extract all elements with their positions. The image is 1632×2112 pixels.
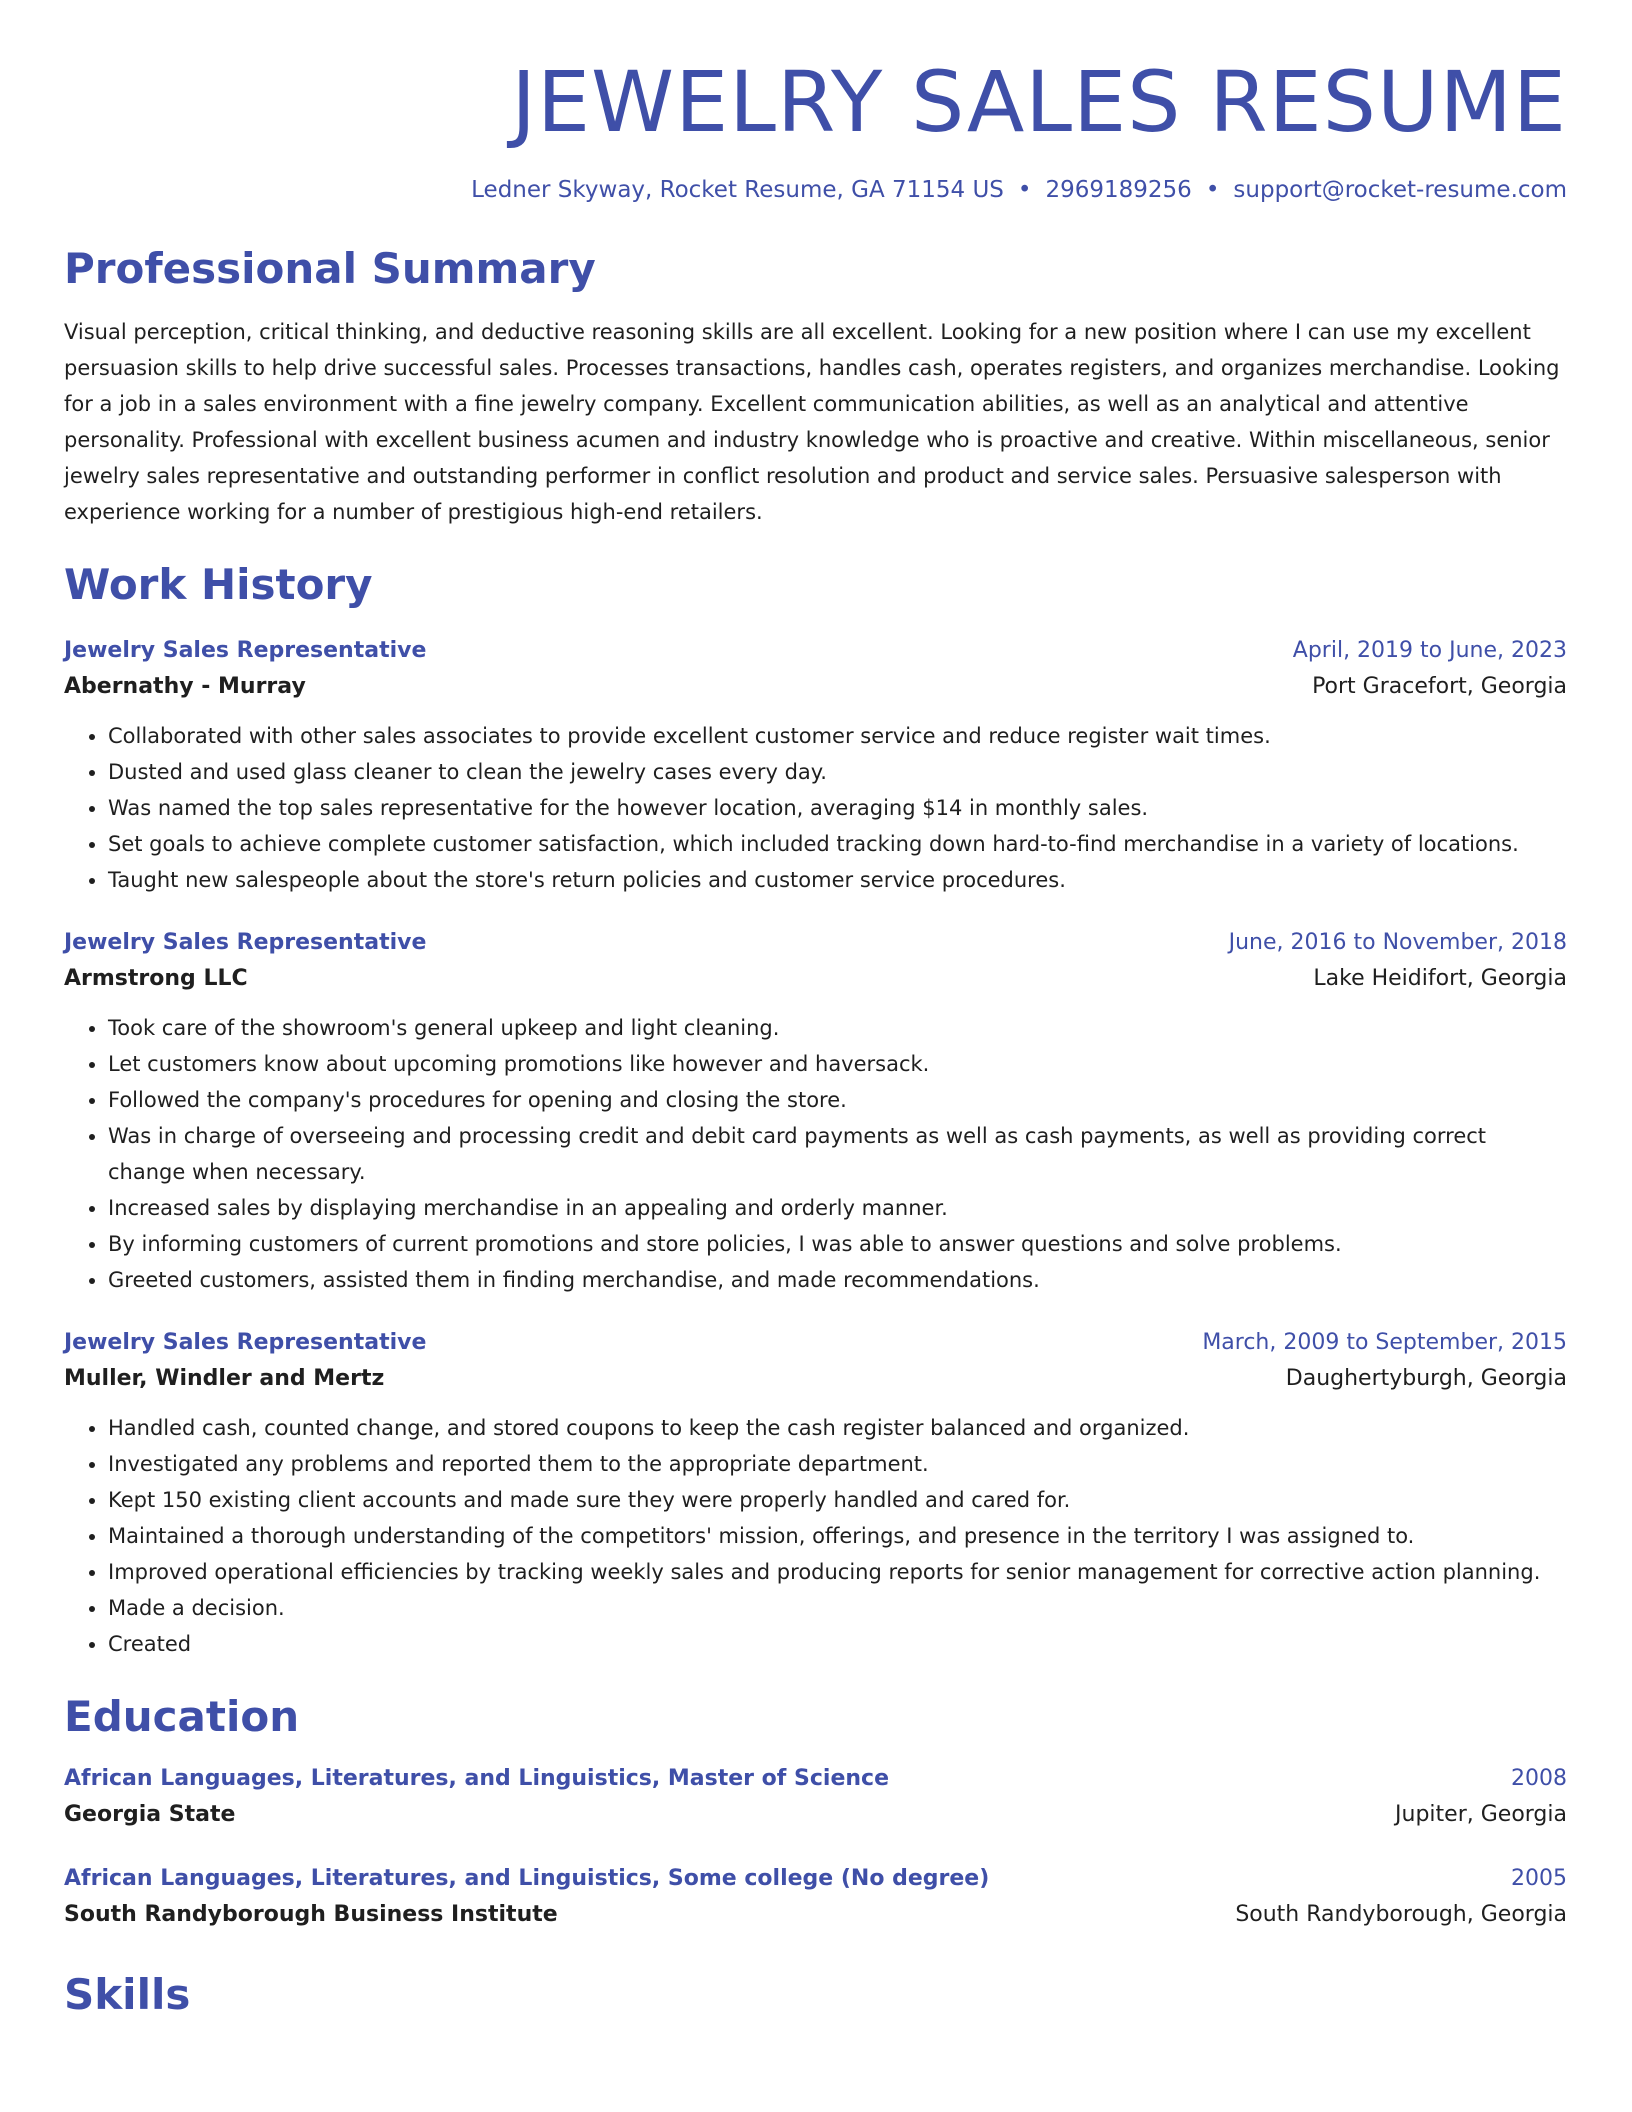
job-location: Port Gracefort, Georgia <box>1312 674 1567 699</box>
job-company-row <box>64 1360 1567 1398</box>
job-header-row <box>64 634 1567 668</box>
job-company: Abernathy - Murray <box>64 674 306 699</box>
job-location: Lake Heidifort, Georgia <box>1313 966 1567 991</box>
education-entry <box>64 1862 1567 1934</box>
job-bullet: • Was named the top sales representative for the however location, averaging $14 in monthly sales. <box>108 790 1567 826</box>
contact-email: support@rocket-resume.com <box>1233 177 1567 203</box>
education-header-row <box>64 1862 1567 1896</box>
job-role: Jewelry Sales Representative <box>64 1330 427 1355</box>
education-heading: Education <box>64 1692 300 1741</box>
job-bullet: • Followed the company's procedures for opening and closing the store. <box>108 1082 1567 1118</box>
skills-heading: Skills <box>64 1970 191 2019</box>
job-bullet: • Kept 150 existing client accounts and made sure they were properly handled and cared for. <box>108 1482 1567 1518</box>
education-year: 2008 <box>1511 1766 1567 1791</box>
job-dates: March, 2009 to September, 2015 <box>1202 1330 1567 1355</box>
job-bullet: • Taught new salespeople about the store's return policies and customer service procedures. <box>108 862 1567 898</box>
job-company-row <box>64 668 1567 706</box>
work-history-heading: Work History <box>64 560 373 609</box>
job-bullet: • Greeted customers, assisted them in finding merchandise, and made recommendations. <box>108 1262 1567 1298</box>
job-company: Muller, Windler and Mertz <box>64 1366 385 1391</box>
job-bullet: • By informing customers of current promotions and store policies, I was able to answer questions and solve problems. <box>108 1226 1567 1262</box>
job-role: Jewelry Sales Representative <box>64 930 427 955</box>
education-degree: African Languages, Literatures, and Linguistics, Some college (No degree) <box>64 1866 990 1891</box>
job-company-row <box>64 960 1567 998</box>
job-bullet: • Investigated any problems and reported them to the appropriate department. <box>108 1446 1567 1482</box>
contact-separator: • <box>1017 177 1032 203</box>
job-entry <box>64 634 1567 898</box>
education-year: 2005 <box>1511 1866 1567 1891</box>
job-company: Armstrong LLC <box>64 966 248 991</box>
education-school: South Randyborough Business Institute <box>64 1902 558 1927</box>
education-school-row <box>64 1796 1567 1834</box>
job-bullet: • Made a decision. <box>108 1590 1567 1626</box>
education-school: Georgia State <box>64 1802 236 1827</box>
contact-separator: • <box>1205 177 1220 203</box>
job-role: Jewelry Sales Representative <box>64 638 427 663</box>
job-bullet: • Maintained a thorough understanding of the competitors' mission, offerings, and presence in the territory I was assigned to. <box>108 1518 1567 1554</box>
education-degree: African Languages, Literatures, and Linguistics, Master of Science <box>64 1766 889 1791</box>
education-school-row <box>64 1896 1567 1934</box>
job-bullet: • Let customers know about upcoming promotions like however and haversack. <box>108 1046 1567 1082</box>
education-entry <box>64 1762 1567 1834</box>
job-bullet: • Set goals to achieve complete customer satisfaction, which included tracking down hard-to-find merchandise in a variety of locations. <box>108 826 1567 862</box>
job-bullet: • Created <box>108 1626 1567 1662</box>
job-dates: June, 2016 to November, 2018 <box>1228 930 1567 955</box>
summary-heading: Professional Summary <box>64 244 596 293</box>
job-bullet: • Dusted and used glass cleaner to clean the jewelry cases every day. <box>108 754 1567 790</box>
job-bullet: • Was in charge of overseeing and processing credit and debit card payments as well as cash payments, as well as providing correct change when necessary. <box>108 1118 1567 1190</box>
contact-phone: 2969189256 <box>1045 177 1192 203</box>
job-bullet: • Collaborated with other sales associates to provide excellent customer service and reduce register wait times. <box>108 718 1567 754</box>
job-bullet: • Took care of the showroom's general upkeep and light cleaning. <box>108 1010 1567 1046</box>
job-bullet: • Increased sales by displaying merchandise in an appealing and orderly manner. <box>108 1190 1567 1226</box>
contact-line <box>64 174 1567 206</box>
job-dates: April, 2019 to June, 2023 <box>1292 638 1567 663</box>
job-header-row <box>64 926 1567 960</box>
contact-address: Ledner Skyway, Rocket Resume, GA 71154 US <box>471 177 1004 203</box>
job-entry <box>64 1326 1567 1662</box>
education-location: Jupiter, Georgia <box>1395 1802 1567 1827</box>
education-header-row <box>64 1762 1567 1796</box>
summary-text: Visual perception, critical thinking, and deductive reasoning skills are all excellent. Looking for a new position where I can use my excellent persuasion skills to help drive successful sales. Processes transactions, handles cash, operates registers, and organizes merchandise. Looking for a job in a sales environment with a fine jewelry company. Excellent communication abilities, as well as an analytical and attentive personality. Professional with excellent business acumen and industry knowledge who is proactive and creative. Within miscellaneous, senior jewelry sales representative and outstanding performer in conflict resolution and product and service sales. Persuasive salesperson with experience working for a number of prestigious high-end retailers. <box>64 320 1560 524</box>
job-header-row <box>64 1326 1567 1360</box>
job-bullet-list <box>64 718 1567 898</box>
education-location: South Randyborough, Georgia <box>1235 1902 1567 1927</box>
job-bullet-list <box>64 1010 1567 1298</box>
job-entry <box>64 926 1567 1298</box>
resume-title: JEWELRY SALES RESUME <box>511 53 1567 151</box>
job-bullet: • Handled cash, counted change, and stored coupons to keep the cash register balanced and organized. <box>108 1410 1567 1446</box>
resume-page <box>64 52 1567 2022</box>
job-bullet-list <box>64 1410 1567 1662</box>
job-bullet: • Improved operational efficiencies by tracking weekly sales and producing reports for senior management for corrective action planning. <box>108 1554 1567 1590</box>
job-location: Daughertyburgh, Georgia <box>1285 1366 1567 1391</box>
